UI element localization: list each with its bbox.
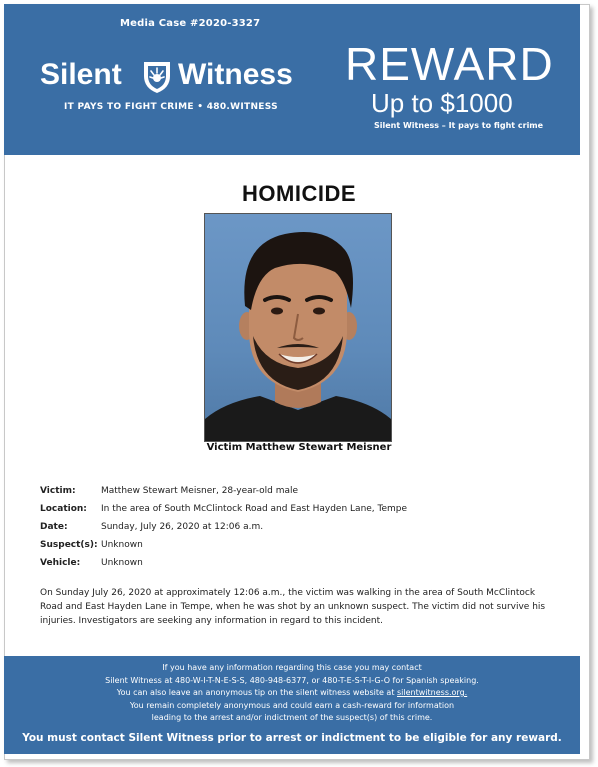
detail-row-vehicle (40, 558, 560, 576)
eligibility-notice: You must contact Silent Witness prior to arrest or indictment to be eligible for any reward. (22, 732, 562, 744)
reward-subtitle: Silent Witness – It pays to fight crime (374, 121, 544, 130)
case-details (40, 486, 560, 576)
brand-tagline: IT PAYS TO FIGHT CRIME • 480.WITNESS (64, 102, 278, 112)
contact-line: If you have any information regarding this case you may contact (162, 663, 422, 672)
detail-row-victim (40, 486, 560, 504)
silent-witness-brand (40, 56, 310, 96)
detail-value: In the area of South McClintock Road and East Hayden Lane, Tempe (101, 504, 408, 514)
detail-value: Unknown (101, 540, 143, 550)
media-case-number: Media Case #2020-3327 (120, 18, 261, 29)
detail-value: Matthew Stewart Meisner, 28-year-old male (101, 486, 299, 496)
contact-line: Silent Witness at 480-W-I-T-N-E-S-S, 480-948-6377, or 480-T-E-S-T-I-G-O for Spanish speaking. (105, 675, 479, 685)
sun-shield-logo-icon (140, 56, 174, 94)
contact-line: leading to the arrest and/or indictment of the suspect(s) of this crime. (151, 713, 433, 722)
header-banner (4, 4, 580, 155)
victim-portrait-illustration (205, 214, 391, 441)
detail-value: Unknown (101, 558, 143, 568)
victim-photo (204, 213, 392, 442)
incident-narrative: On Sunday July 26, 2020 at approximately 12:06 a.m., the victim was walking in the area of South McClintock Road and East Hayden Lane in Tempe, when he was shot by an unknown suspect. The victim did not survive his injuries. Investigators are seeking any information in regard to this incident. (40, 588, 546, 626)
detail-label: Date: (40, 522, 68, 532)
detail-label: Vehicle: (40, 558, 81, 568)
contact-line (4, 687, 580, 700)
tip-prefix: You can also leave an anonymous tip on the silent witness website at (116, 688, 398, 697)
reward-title: REWARD (345, 38, 554, 90)
crime-type-heading: HOMICIDE (242, 181, 356, 206)
detail-row-date (40, 522, 560, 540)
brand-word-witness: Witness (178, 58, 293, 91)
contact-line: You remain completely anonymous and could earn a cash-reward for information (129, 700, 455, 710)
detail-label: Suspect(s): (40, 540, 98, 550)
detail-row-suspects (40, 540, 560, 558)
detail-label: Victim: (40, 486, 76, 496)
website-link[interactable]: silentwitness.org. (397, 688, 468, 697)
detail-value: Sunday, July 26, 2020 at 12:06 a.m. (101, 522, 264, 532)
brand-word-silent: Silent (40, 58, 122, 91)
contact-instructions (4, 662, 580, 725)
photo-caption: Victim Matthew Stewart Meisner (206, 442, 392, 453)
reward-amount: Up to $1000 (371, 88, 513, 118)
detail-row-location (40, 504, 560, 522)
detail-label: Location: (40, 504, 87, 514)
footer-banner (4, 656, 580, 754)
